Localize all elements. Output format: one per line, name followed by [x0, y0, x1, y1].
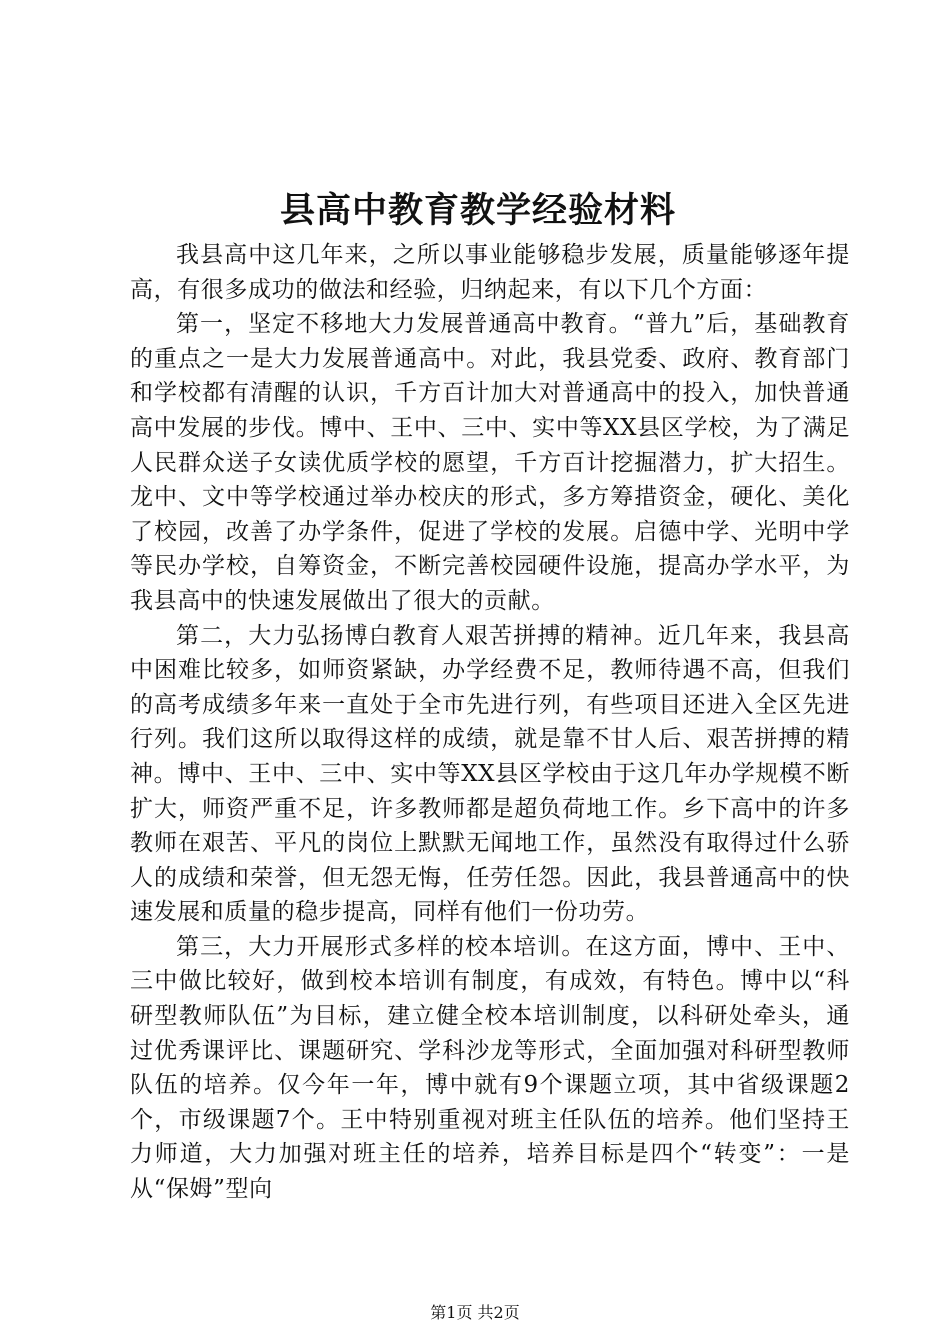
document-title: 县高中教育教学经验材料 — [279, 190, 676, 231]
paragraph-intro: 我县高中这几年来，之所以事业能够稳步发展，质量能够逐年提高，有很多成功的做法和经验，归纳起来，有以下几个方面： — [130, 242, 850, 303]
paragraph-third-point: 第三，大力开展形式多样的校本培训。在这方面，博中、王中、三中做比较好，做到校本培训有制度，有成效，有特色。博中以“科研型教师队伍”为目标，建立健全校本培训制度，以科研处牵头，通过优秀课评比、课题研究、学科沙龙等形式，全面加强对科研型教师队伍的培养。仅今年一年，博中就有9个课题立项，其中省级课题2个，市级课题7个。王中特别重视对班主任队伍的培养。他们坚持王力师道，大力加强对班主任的培养，培养目标是四个“转变”：一是从“保姆”型向 — [130, 933, 850, 1203]
page-number-footer: 第1页 共2页 — [430, 1303, 520, 1322]
paragraph-second-point: 第二，大力弘扬博白教育人艰苦拼搏的精神。近几年来，我县高中困难比较多，如师资紧缺，办学经费不足，教师待遇不高，但我们的高考成绩多年来一直处于全市先进行列，有些项目还进入全区先进行列。我们这所以取得这样的成绩，就是靠不甘人后、艰苦拼搏的精神。博中、王中、三中、实中等XX县区学校由于这几年办学规模不断扩大，师资严重不足，许多教师都是超负荷地工作。乡下高中的许多教师在艰苦、平凡的岗位上默默无闻地工作，虽然没有取得过什么骄人的成绩和荣誉，但无怨无悔，任劳任怨。因此，我县普通高中的快速发展和质量的稳步提高，同样有他们一份功劳。 — [130, 622, 850, 926]
paragraph-first-point: 第一，坚定不移地大力发展普通高中教育。“普九”后，基础教育的重点之一是大力发展普通高中。对此，我县党委、政府、教育部门和学校都有清醒的认识，千方百计加大对普通高中的投入，加快普通高中发展的步伐。博中、王中、三中、实中等XX县区学校，为了满足人民群众送子女读优质学校的愿望，千方百计挖掘潜力，扩大招生。龙中、文中等学校通过举办校庆的形式，多方筹措资金，硬化、美化了校园，改善了办学条件，促进了学校的发展。启德中学、光明中学等民办学校，自筹资金，不断完善校园硬件设施，提高办学水平，为我县高中的快速发展做出了很大的贡献。 — [130, 311, 850, 614]
document-body — [130, 238, 850, 1207]
